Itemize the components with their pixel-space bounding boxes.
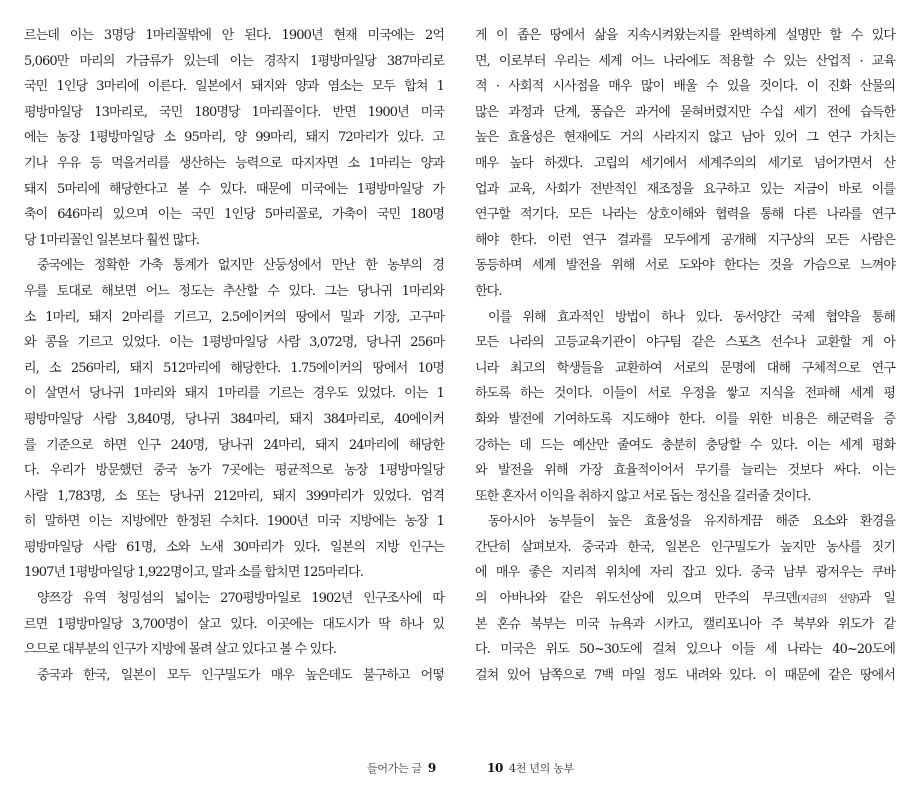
text-line: 소 1마리, 돼지 2마리를 기르고, 2.5에이커의 땅에서 밀과 기장, 고구마: [24, 309, 444, 325]
text-line: 평방마일당 13마리로, 국민 180명당 1마리꼴이다. 반면 1900년 미국: [24, 104, 444, 120]
text-line: 우를 토대로 해보면 어느 정도는 추산할 수 있다. 그는 당나귀 1마리와: [24, 283, 444, 299]
left-page: [24, 0, 444, 688]
text-segment: 의 아바나와 같은 위도선상에 있으며 만주의 무크덴: [475, 591, 798, 607]
text-line: 면, 이로부터 우리는 세계 어느 나라에도 적용할 수 있는 산업적 · 교육: [475, 53, 895, 69]
right-page-footer: [481, 760, 574, 776]
text-line: 에 매우 좋은 지리적 위치에 자리 잡고 있다. 중국 남부 광저우는 쿠바: [475, 565, 895, 581]
text-line: 돼지 5마리에 해당한다고 볼 수 있다. 때문에 미국에는 1평방마일당 가: [24, 181, 444, 197]
running-title: 4천 년의 농부: [509, 762, 574, 775]
left-page-body: [24, 0, 444, 688]
text-line: 한다.: [475, 283, 502, 299]
text-line: 많은 과정과 단계, 풍습은 과거에 묻혀버렸지만 수십 세기 전에 습득한: [475, 104, 895, 120]
text-line: 중국에는 정확한 가축 통계가 없지만 산둥성에서 만난 한 농부의 경: [37, 258, 444, 274]
text-line: 사람 1,783명, 소 또는 당나귀 212마리, 돼지 399마리가 있었다. 엄격: [24, 488, 444, 504]
text-line: 르는데 이는 3명당 1마리꼴밖에 안 된다. 1900년 현재 미국에는 2억: [24, 28, 444, 43]
text-line: 모든 나라의 고등교육기관이 야구팀 같은 스포츠 선수나 교환할 게 아: [475, 335, 895, 351]
text-segment: 과 일: [858, 591, 895, 607]
text-line: 기나 우유 등 먹을거리를 생산하는 능력으로 따지자면 소 1마리는 양과: [24, 155, 444, 171]
text-line: 당 1마리꼴인 일본보다 훨씬 많다.: [24, 232, 200, 248]
text-line: 축이 646마리 있으며 이는 국민 1인당 5마리꼴로, 가축이 국민 180명: [24, 207, 444, 223]
text-line: 동등하며 세계 발전을 위해 서로 도와야 한다는 것을 가슴으로 느껴야: [475, 258, 895, 274]
text-line: [475, 586, 895, 612]
text-line: 하도록 하는 것이다. 이들이 서로 우정을 쌓고 지식을 전파해 세계 평: [475, 386, 895, 402]
page-number: 9: [427, 761, 436, 775]
text-line: 1907년 1평방마일당 1,922명이고, 말과 소를 합치면 125마리다.: [24, 565, 364, 581]
text-line: 다. 미국은 위도 50~30도에 걸쳐 있으나 이들 세 나라는 40~20도에: [475, 642, 895, 658]
text-line: 게 이 좁은 땅에서 삶을 지속시켜왔는지를 완벽하게 설명만 할 수 있다: [475, 28, 895, 43]
text-line: 또한 혼자서 이익을 취하지 않고 서로 돕는 정신을 길러줄 것이다.: [475, 488, 811, 504]
text-line: 동아시아 농부들이 높은 효율성을 유지하게끔 해준 요소와 환경을: [488, 514, 895, 530]
text-line: 리, 소 256마리, 돼지 512마리에 해당한다. 1.75에이커의 땅에서 10명: [24, 360, 444, 376]
text-line: 양쯔강 유역 청밍섬의 넓이는 270평방마일로 1902년 인구조사에 따: [37, 591, 444, 607]
text-line: 걸쳐 있어 남쪽으로 7백 마일 정도 내려와 있다. 이 때문에 같은 땅에서: [475, 667, 895, 683]
text-line: 르면 1평방마일당 3,700명이 살고 있다. 이곳에는 대도시가 딱 하나 있: [24, 616, 444, 632]
text-line: 와 발전을 위해 가장 효율적이어서 무기를 늘리는 것보다 싸다. 이는: [475, 463, 895, 479]
text-line: 중국과 한국, 일본이 모두 인구밀도가 매우 높은데도 불구하고 어떻: [37, 667, 444, 683]
text-line: 국민 1인당 3마리에 이른다. 일본에서 돼지와 양과 염소는 모두 합쳐 1: [24, 79, 444, 95]
text-line: 높은 효율성은 현재에도 거의 사라지지 않고 남아 있어 그 연구 가치는: [475, 130, 895, 146]
text-line: 본 혼슈 북부는 미국 뉴욕과 시카고, 캘리포니아 주 북부와 위도가 같: [475, 616, 895, 632]
parenthetical-note: (지금의 선양): [797, 594, 859, 606]
text-line: 화와 발전에 기여하도록 지도해야 한다. 이를 위한 비용은 해군력을 증: [475, 411, 895, 427]
text-line: 다. 우리가 방문했던 중국 농가 7곳에는 평균적으로 농장 1평방마일당: [24, 463, 444, 479]
running-title: 들어가는 글: [367, 762, 422, 775]
text-line: 평방마일당 사람 3,840명, 당나귀 384마리, 돼지 384마리로, 40에이커: [24, 411, 444, 427]
text-line: 5,060만 마리의 가금류가 있는데 이는 경작지 1평방마일당 387마리로: [24, 53, 444, 69]
text-line: 으므로 대부분의 인구가 지방에 몰려 살고 있다고 볼 수 있다.: [24, 642, 337, 658]
text-line: 적 · 사회적 시사점을 매우 많이 배울 수 있을 것이다. 이 진화 산물의: [475, 79, 895, 95]
text-line: 해야 한다. 이런 연구 결과를 모두에게 공개해 지구상의 모든 사람은: [475, 232, 895, 248]
text-line: 에는 농장 1평방마일당 소 95마리, 양 99마리, 돼지 72마리가 있다. 고: [24, 130, 444, 146]
text-line: 이 살면서 당나귀 1마리와 돼지 1마리를 기르는 경우도 있었다. 이는 1: [24, 386, 444, 402]
right-page: [475, 0, 895, 688]
text-line: 평방마일당 사람 61명, 소와 노새 30마리가 있다. 일본의 지방 인구는: [24, 539, 444, 555]
text-line: 히 말하면 이는 지방에만 한정된 수치다. 1900년 미국 지방에는 농장 1: [24, 514, 444, 530]
text-line: 매우 높다 하겠다. 고립의 세기에서 세계주의의 세기로 넘어가면서 산: [475, 155, 895, 171]
text-line: 를 기준으로 하면 인구 240명, 당나귀 24마리, 돼지 24마리에 해당한: [24, 437, 444, 453]
page-number: 10: [487, 761, 504, 775]
text-line: 간단히 살펴보자. 중국과 한국, 일본은 인구밀도가 높지만 농사를 짓기: [475, 539, 895, 555]
text-line: 강하는 데 드는 예산만 줄여도 충분히 충당할 수 있다. 이는 세계 평화: [475, 437, 895, 453]
left-page-footer: [367, 760, 442, 776]
text-line: 업과 교육, 사회가 전반적인 재조정을 요구하고 있는 지금이 바로 이를: [475, 181, 895, 197]
text-line: 이를 위해 효과적인 방법이 하나 있다. 동서양간 국제 협약을 통해: [488, 309, 895, 325]
text-line: 니라 최고의 학생들을 교환하여 서로의 문명에 대해 구체적으로 연구: [475, 360, 895, 376]
text-line: 연구할 적기다. 모든 나라는 상호이해와 협력을 통해 다른 나라를 연구: [475, 207, 895, 223]
text-line: 와 콩을 기르고 있었다. 이는 1평방마일당 사람 3,072명, 당나귀 256마: [24, 335, 444, 351]
right-page-body: [475, 0, 895, 688]
